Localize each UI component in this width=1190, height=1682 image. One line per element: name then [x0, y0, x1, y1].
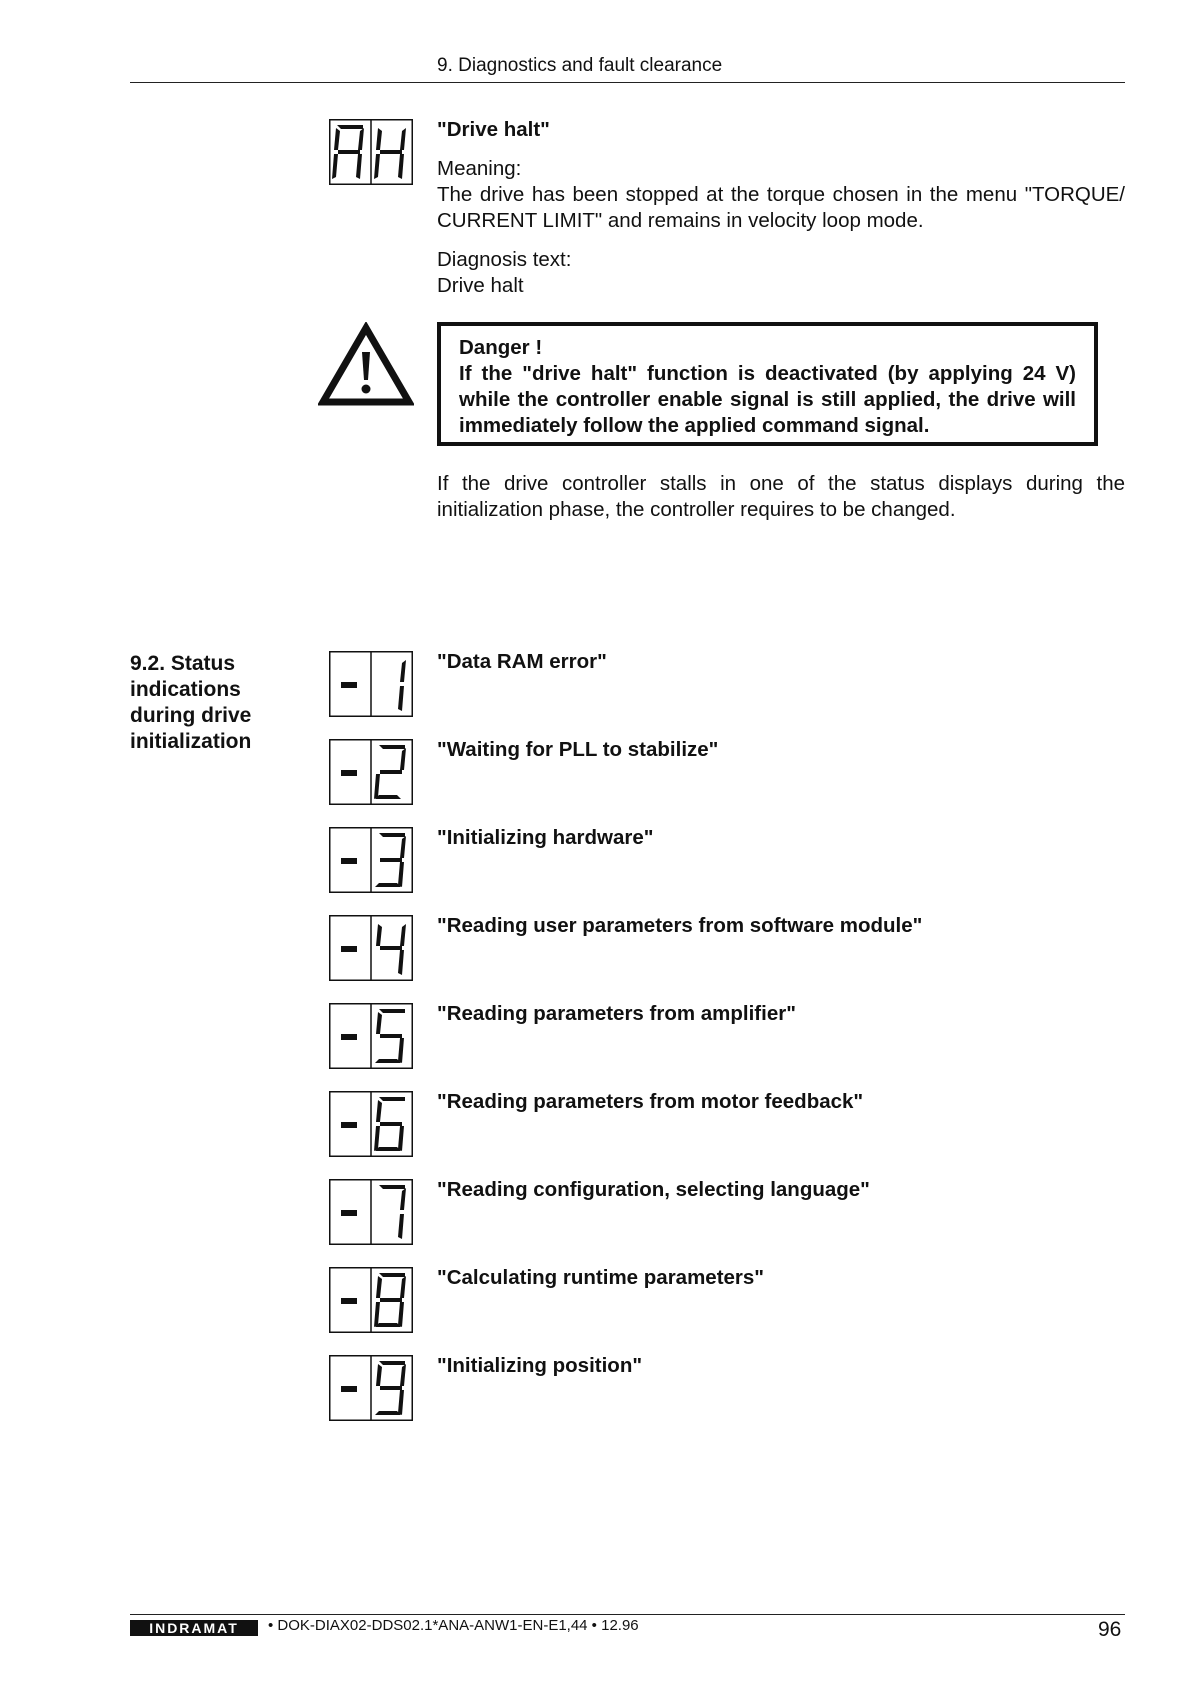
segment-a [379, 1009, 405, 1013]
seven-segment-display [329, 1003, 413, 1069]
segment-g [341, 858, 357, 864]
segment-a [379, 1361, 405, 1365]
danger-line-3: immediately follow the applied command signal. [459, 414, 930, 437]
drive-halt-title: "Drive halt" [437, 118, 550, 141]
seven-segment-display [329, 1179, 413, 1245]
status-label: "Initializing hardware" [437, 826, 654, 849]
seven-segment-display [329, 1355, 413, 1421]
indramat-logo [130, 1620, 258, 1636]
warning-triangle-icon [318, 322, 414, 410]
status-label: "Reading parameters from motor feedback" [437, 1090, 864, 1113]
seven-segment-display [329, 1267, 413, 1333]
segment-d [375, 1147, 401, 1151]
danger-line-1: If the "drive halt" function is deactivated (by applying 24 V) [459, 362, 1076, 385]
seven-segment-display [329, 827, 413, 893]
seven-segment-display [329, 1091, 413, 1157]
segment-d [375, 1323, 401, 1327]
diagnosis-text: Drive halt [437, 274, 524, 297]
segment-g [380, 858, 402, 862]
header-rule [130, 82, 1125, 83]
segment-d [375, 795, 401, 799]
status-label: "Reading parameters from amplifier" [437, 1002, 796, 1025]
segment-g [341, 682, 357, 688]
seven-segment-display [329, 739, 413, 805]
section-heading-line: initialization [130, 730, 252, 753]
seven-segment-display-AH [329, 119, 413, 185]
segment-g [380, 1122, 402, 1126]
segment-a [379, 1273, 405, 1277]
segment-d [375, 883, 401, 887]
danger-box [437, 322, 1098, 446]
status-label: "Initializing position" [437, 1354, 643, 1377]
section-heading [130, 651, 280, 755]
logo-text: INDRAMAT [149, 1620, 239, 1636]
segment-g [380, 946, 402, 950]
status-label: "Reading configuration, selecting language" [437, 1178, 870, 1201]
status-label: "Reading user parameters from software module" [437, 914, 923, 937]
document-id: • DOK-DIAX02-DDS02.1*ANA-ANW1-EN-E1,44 • 12.96 [268, 1617, 639, 1634]
note-line-1: If the drive controller stalls in one of the status displays during the [437, 472, 1125, 495]
footer-rule [130, 1614, 1125, 1615]
seven-segment-display [329, 651, 413, 717]
meaning-label: Meaning: [437, 157, 522, 180]
danger-title: Danger ! [459, 336, 543, 359]
meaning-line-1: The drive has been stopped at the torque chosen in the menu "TORQUE/ [437, 183, 1125, 206]
meaning-line-2: CURRENT LIMIT" and remains in velocity loop mode. [437, 209, 924, 232]
status-label: "Calculating runtime parameters" [437, 1266, 765, 1289]
section-heading-line: 9.2. Status [130, 652, 236, 675]
note-line-2: initialization phase, the controller requires to be changed. [437, 498, 956, 521]
segment-g [380, 770, 402, 774]
segment-g [341, 770, 357, 776]
segment-g [341, 1298, 357, 1304]
page-number: 96 [1098, 1618, 1122, 1641]
section-heading-line: during drive [130, 704, 252, 727]
segment-g [380, 1034, 402, 1038]
segment-g [341, 1386, 357, 1392]
segment-a [379, 745, 405, 749]
segment-g [341, 1210, 357, 1216]
danger-line-2: while the controller enable signal is still applied, the drive will [459, 388, 1076, 411]
status-label: "Data RAM error" [437, 650, 607, 673]
running-header: 9. Diagnostics and fault clearance [437, 55, 723, 76]
segment-a [379, 1185, 405, 1189]
diagnosis-label: Diagnosis text: [437, 248, 572, 271]
segment-g [380, 1298, 402, 1302]
status-label: "Waiting for PLL to stabilize" [437, 738, 719, 761]
segment-g [380, 1386, 402, 1390]
section-heading-line: indications [130, 678, 241, 701]
seven-segment-display [329, 915, 413, 981]
segment-g [341, 1122, 357, 1128]
segment-a [379, 1097, 405, 1101]
segment-a [379, 833, 405, 837]
segment-g [341, 946, 357, 952]
segment-g [341, 1034, 357, 1040]
segment-d [375, 1059, 401, 1063]
segment-d [375, 1411, 401, 1415]
